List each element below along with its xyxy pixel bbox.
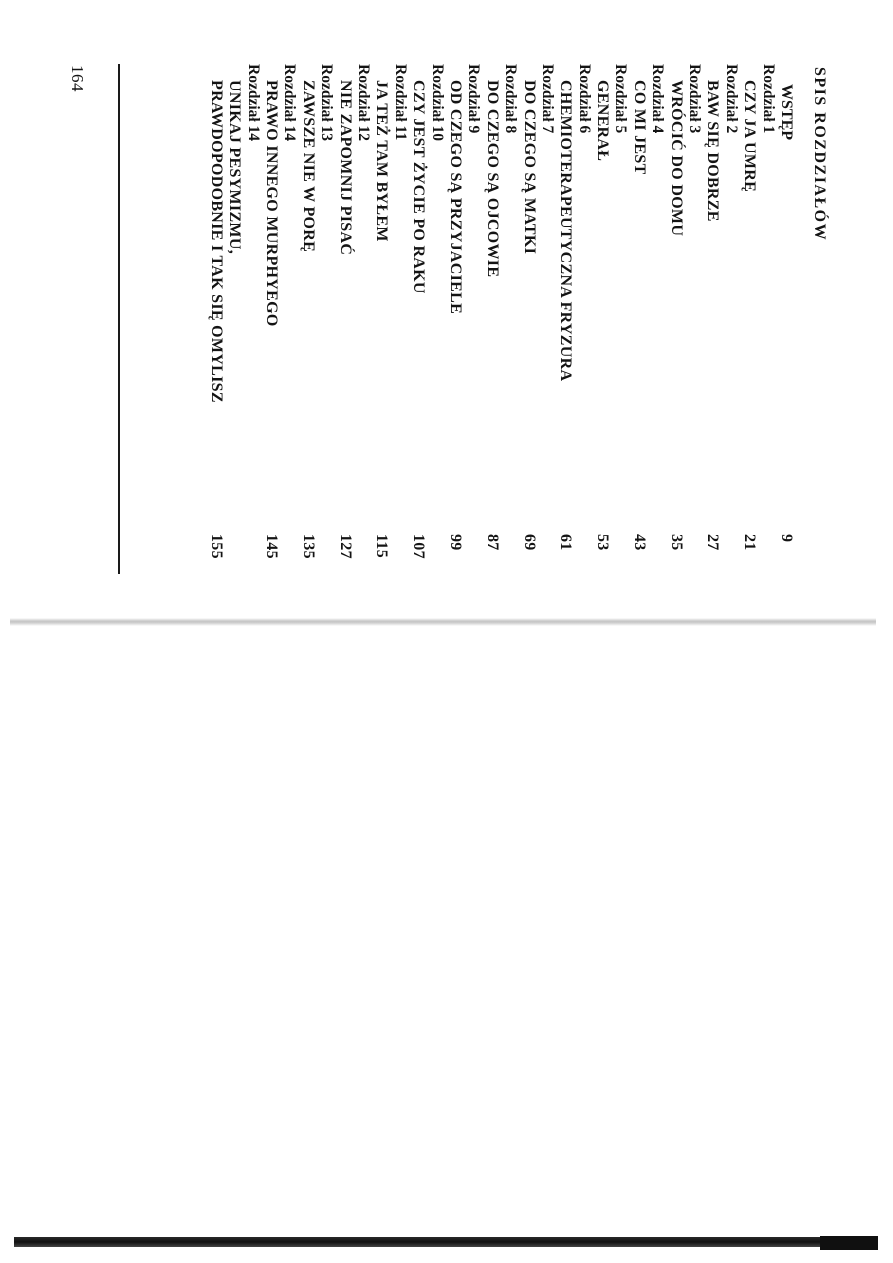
toc-entry-text: Rozdział 12 (355, 64, 373, 142)
toc-row (207, 64, 225, 564)
toc-page-number: 35 (667, 534, 685, 551)
page-number: 164 (68, 65, 87, 92)
toc-page-number: 115 (373, 534, 391, 559)
toc-page-number: 21 (741, 534, 759, 551)
toc-entry-text: GENERAŁ (594, 80, 612, 162)
toc-entry-text: Rozdział 14 (281, 64, 299, 142)
toc-row (225, 64, 243, 564)
toc-row (280, 64, 298, 564)
page-title: SPIS ROZDZIAŁÓW (811, 67, 828, 242)
toc-entry-text: Rozdział 5 (612, 64, 630, 134)
toc-entry-text: Rozdział 8 (502, 64, 520, 134)
toc-page-number: 127 (336, 534, 354, 559)
toc-row (501, 64, 519, 564)
toc-entry-text: Rozdział 13 (318, 64, 336, 142)
toc-entry-text: Rozdział 4 (649, 64, 667, 134)
toc-page-number: 43 (630, 534, 648, 551)
toc-row (777, 64, 795, 564)
toc-page-number: 61 (557, 534, 575, 551)
scan-bottom-edge (14, 1237, 878, 1247)
toc-row (666, 64, 684, 564)
toc-entry-text: WSTĘP (778, 84, 795, 141)
toc-entry-text: NIE ZAPOMNIJ PISAĆ (336, 80, 354, 256)
toc-entry-text: Rozdział 7 (538, 64, 556, 134)
toc-row (464, 64, 482, 564)
toc-entry-text: Rozdział 2 (722, 64, 740, 134)
toc-page-number: 9 (778, 534, 795, 542)
toc-row (593, 64, 611, 564)
toc-entry-text: CZY JA UMRĘ (741, 80, 759, 193)
toc-entry-text: BAW SIĘ DOBRZE (704, 80, 722, 222)
toc-entry-text: Rozdział 14 (244, 64, 262, 142)
toc-page-number: 145 (263, 534, 281, 559)
toc-entry-text: JA TEŻ TAM BYŁEM (373, 80, 391, 242)
page-number-rule (118, 64, 120, 574)
toc-row (427, 64, 445, 564)
toc-row (629, 64, 647, 564)
toc-entry-text: CO MI JEST (630, 80, 648, 175)
toc-row (721, 64, 739, 564)
toc-entry-text: OD CZEGO SĄ PRZYJACIELE (446, 80, 464, 315)
toc-row (317, 64, 335, 564)
toc-row (648, 64, 666, 564)
toc-entry-text: Rozdział 1 (759, 64, 777, 134)
toc-entry-text: Rozdział 11 (391, 64, 409, 141)
toc-row (519, 64, 537, 564)
toc-row (262, 64, 280, 564)
toc-entry-text: CHEMIOTERAPEUTYCZNA FRYZURA (557, 80, 575, 382)
toc-entry-text: DO CZEGO SĄ MATKI (520, 80, 538, 255)
toc-row (354, 64, 372, 564)
toc-row (482, 64, 500, 564)
toc-page-number: 99 (446, 534, 464, 551)
scan-fold-shadow (10, 618, 876, 626)
toc-row (298, 64, 316, 564)
toc-row (685, 64, 703, 564)
toc-row (556, 64, 574, 564)
toc-entry-text: UNIKAJ PESYMIZMU, (226, 80, 244, 254)
toc-row (390, 64, 408, 564)
toc-page-number: 155 (207, 534, 225, 559)
toc-page-number: 87 (483, 534, 501, 551)
toc-page-number: 107 (410, 534, 428, 559)
toc-entry-text: ZAWSZE NIE W PORĘ (299, 80, 317, 253)
rotated-page (60, 0, 850, 580)
toc-entry-text: Rozdział 10 (428, 64, 446, 142)
toc-row (243, 64, 261, 564)
toc-row (372, 64, 390, 564)
toc-page-number: 27 (704, 534, 722, 551)
toc-page-number: 135 (299, 534, 317, 559)
scan-bottom-edge-dark (820, 1236, 878, 1250)
toc-entry-text: CZY JEST ŻYCIE PO RAKU (410, 80, 428, 294)
toc-row (574, 64, 592, 564)
toc-page-number: 69 (520, 534, 538, 551)
toc-page-number: 53 (594, 534, 612, 551)
toc-row (538, 64, 556, 564)
toc-entry-text: WRÓCIĆ DO DOMU (667, 80, 685, 237)
toc-entry-text: PRAWDOPODOBNIE I TAK SIĘ OMYLISZ (207, 80, 225, 403)
toc-row (611, 64, 629, 564)
toc-entry-text: PRAWO INNEGO MURPHYEGO (263, 80, 281, 327)
toc-entry-text: Rozdział 3 (686, 64, 704, 134)
toc-row (703, 64, 721, 564)
toc-entry-text: Rozdział 9 (465, 64, 483, 134)
toc-row (335, 64, 353, 564)
toc-row (740, 64, 758, 564)
toc-row (409, 64, 427, 564)
toc-entry-text: Rozdział 6 (575, 64, 593, 134)
toc-row (446, 64, 464, 564)
toc-row (758, 64, 776, 564)
table-of-contents (207, 64, 796, 564)
toc-entry-text: DO CZEGO SĄ OJCOWIE (483, 80, 501, 278)
